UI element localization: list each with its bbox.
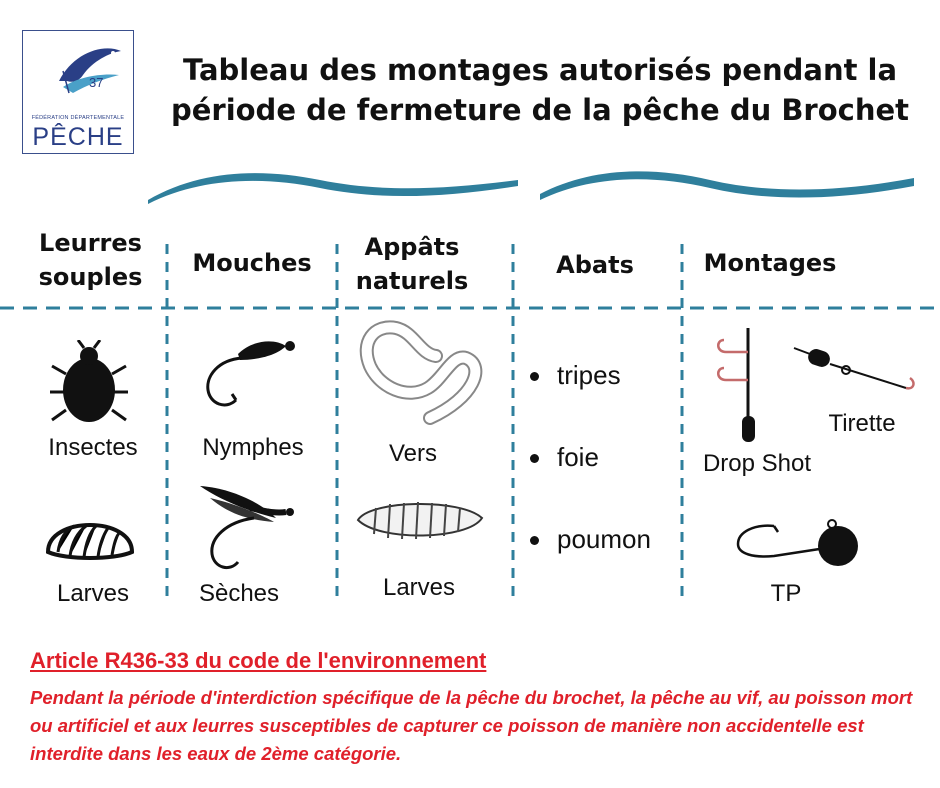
abats-item-poumon: poumon [557, 524, 651, 554]
header-montages: Montages [703, 249, 837, 277]
article-text: Pendant la période d'interdiction spécifique de la pêche du brochet, la pêche au vif, au poisson mort ou artificiel et aux leurres susceptibles de capturer ce poisson de manière non accidentelle est interdite dans les eaux de 2ème catégorie. [30, 687, 913, 764]
tp-jighead-icon [734, 518, 864, 574]
label-larves-2: Larves [382, 574, 456, 601]
list-item [522, 360, 651, 442]
abats-item-tripes: tripes [557, 360, 621, 390]
tirette-icon [790, 340, 920, 396]
bullet-icon [530, 536, 539, 545]
abats-item-foie: foie [557, 442, 599, 472]
article-title: Article R436-33 du code de l'environnement [30, 648, 487, 673]
label-drop-shot: Drop Shot [702, 450, 812, 477]
header-appats-naturels: Appâts naturels [355, 233, 469, 295]
list-item [522, 524, 651, 606]
label-tirette: Tirette [828, 410, 896, 437]
bullet-icon [530, 372, 539, 381]
larva-icon [44, 502, 136, 564]
bullet-icon [530, 454, 539, 463]
header-mouches: Mouches [192, 249, 312, 277]
header-leurres-souples: Leurres souples [38, 229, 143, 291]
label-insectes: Insectes [48, 434, 138, 461]
nymph-icon [196, 330, 306, 414]
label-vers: Vers [388, 440, 438, 467]
label-tp: TP [770, 580, 802, 607]
logo-number: 37 [89, 75, 104, 90]
label-seches: Sèches [198, 580, 280, 607]
insect-icon [46, 340, 132, 426]
maggot-icon [350, 494, 490, 550]
list-item [522, 442, 651, 524]
label-larves-1: Larves [56, 580, 130, 607]
worm-icon [356, 318, 486, 428]
header-abats: Abats [556, 251, 634, 279]
drop-shot-icon [712, 326, 762, 444]
page-title: Tableau des montages autorisés pendant la période de fermeture de la pêche du Brochet [170, 53, 910, 127]
logo-name: PÊCHE [32, 123, 124, 151]
abats-list [522, 360, 651, 606]
logo-federation: FÉDÉRATION DÉPARTEMENTALE [31, 115, 125, 121]
dry-fly-icon [190, 478, 300, 578]
label-nymphes: Nymphes [202, 434, 304, 461]
